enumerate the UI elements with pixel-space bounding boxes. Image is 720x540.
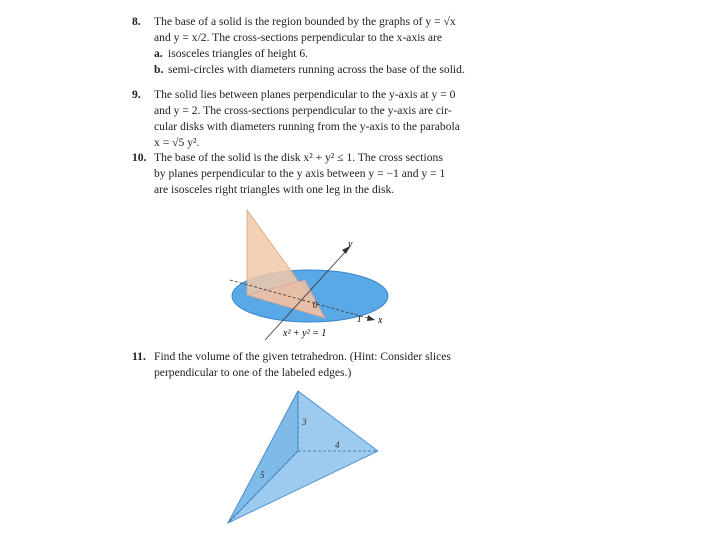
circle-equation: x² + y² = 1: [283, 328, 327, 339]
problem-text: and y = 2. The cross-sections perpendicular to the y-axis are cir-: [154, 104, 452, 117]
tetrahedron-figure: [220, 385, 390, 530]
problem-number: 10.: [132, 151, 147, 164]
part-label: b.: [154, 63, 164, 76]
problem-9: [132, 87, 482, 151]
problem-8: [132, 14, 482, 78]
problem-text: The solid lies between planes perpendicular to the y-axis at y = 0: [154, 88, 456, 101]
problem-text: The base of a solid is the region bounded by the graphs of y = √x: [154, 15, 456, 28]
solid-cross-section-figure: [225, 200, 395, 350]
problem-text: perpendicular to one of the labeled edges.): [154, 366, 352, 379]
problem-11: [132, 349, 482, 381]
part-label: a.: [154, 47, 163, 60]
problem-text: x = √5 y².: [154, 136, 200, 149]
problem-text: and y = x/2. The cross-sections perpendicular to the x-axis are: [154, 31, 443, 44]
tetrahedron-back-face: [228, 391, 378, 523]
part-text: semi-circles with diameters running across the base of the solid.: [168, 63, 465, 76]
problem-10: [132, 150, 482, 198]
x-axis-arrow: [367, 315, 375, 321]
edge-length-label: 4: [335, 440, 340, 450]
part-text: isosceles triangles of height 6.: [168, 47, 309, 60]
problem-text: cular disks with diameters running from the y-axis to the parabola: [154, 120, 460, 133]
problem-number: 11.: [132, 350, 146, 363]
problem-text: are isosceles right triangles with one leg in the disk.: [154, 183, 395, 196]
problem-text: Find the volume of the given tetrahedron. (Hint: Consider slices: [154, 350, 451, 363]
problem-number: 8.: [132, 15, 141, 28]
edge-length-label: 3: [302, 417, 307, 427]
problem-number: 9.: [132, 88, 141, 101]
origin-label: 0: [313, 300, 318, 310]
edge-length-label: 5: [260, 470, 265, 480]
tick-one-label: 1: [357, 314, 362, 324]
x-axis-label: x: [378, 315, 383, 326]
problem-text: by planes perpendicular to the y axis between y = −1 and y = 1: [154, 167, 446, 180]
y-axis-label: y: [348, 239, 353, 250]
problem-text: The base of the solid is the disk x² + y² ≤ 1. The cross sections: [154, 151, 443, 164]
